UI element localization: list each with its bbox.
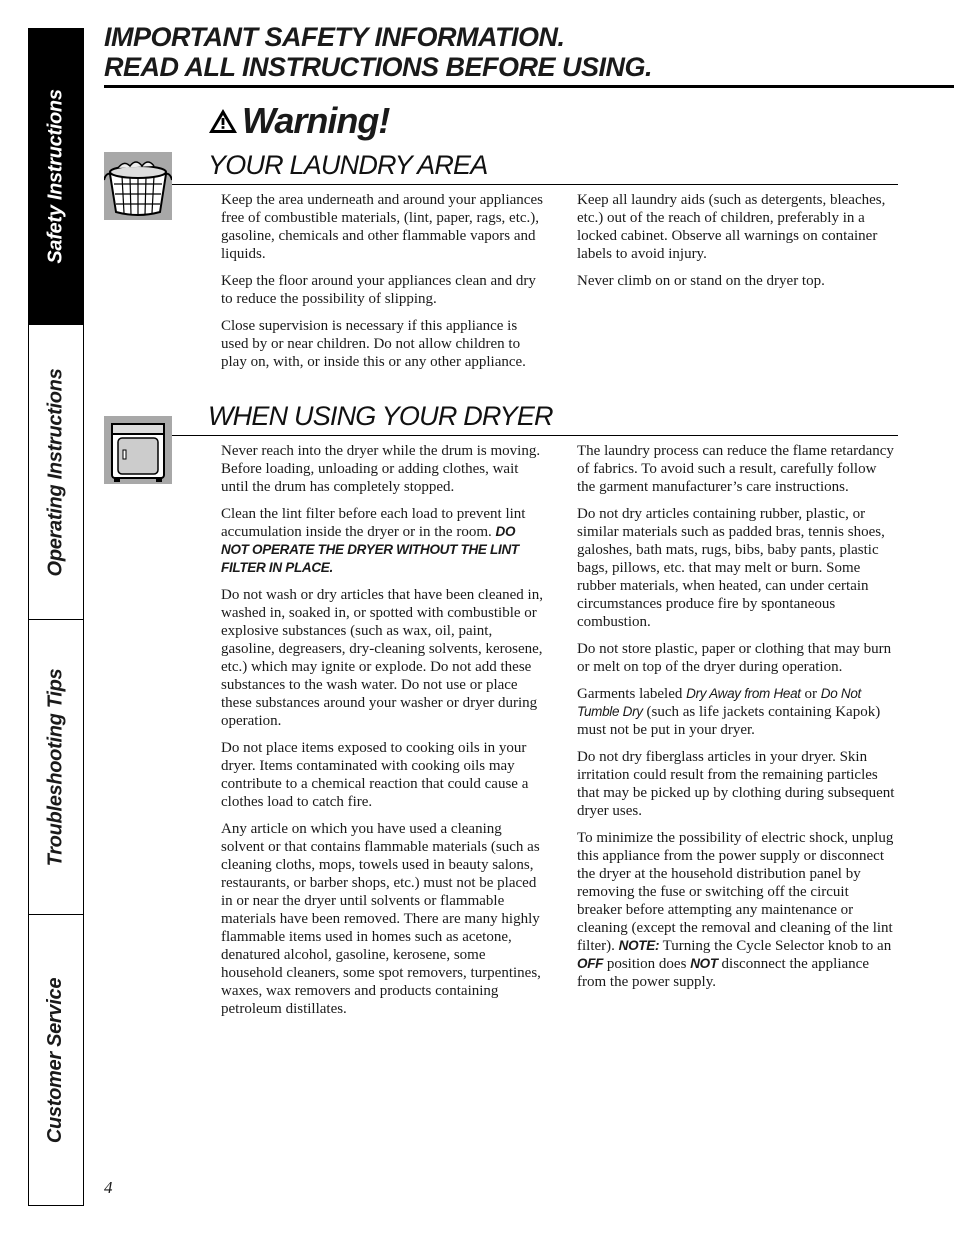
tab-label: Safety Instructions xyxy=(44,89,67,264)
laundry-column-2 xyxy=(577,191,897,299)
header-line-2: READ ALL INSTRUCTIONS BEFORE USING. xyxy=(104,52,653,82)
paragraph xyxy=(577,685,897,739)
section-rule xyxy=(172,184,898,185)
dryer-column-1 xyxy=(221,442,543,1027)
paragraph: Do not store plastic, paper or clothing that may burn or melt on top of the dryer during operation. xyxy=(577,641,892,675)
laundry-column-1 xyxy=(221,191,543,380)
tab-operating-instructions[interactable] xyxy=(29,325,83,620)
off-label: OFF xyxy=(577,956,604,971)
paragraph: Do not dry fiberglass articles in your dryer. Skin irritation could result from the remaining particles that may be picked up by clothing during subsequent dryer uses. xyxy=(577,749,895,819)
warning-triangle-icon xyxy=(208,108,238,134)
dryer-icon xyxy=(104,416,172,484)
paragraph: Keep all laundry aids (such as detergents, bleaches, etc.) out of the reach of children, preferably in a locked cabinet. Observe all warnings on container labels to avoid injury. xyxy=(577,192,886,262)
paragraph-text: position does xyxy=(603,956,691,972)
tab-label: Troubleshooting Tips xyxy=(44,668,67,866)
paragraph: Never climb on or stand on the dryer top. xyxy=(577,273,825,289)
paragraph: Never reach into the dryer while the drum is moving. Before loading, unloading or adding clothes, wait until the drum has completely stopped. xyxy=(221,443,541,495)
paragraph: Keep the floor around your appliances clean and dry to reduce the possibility of slipping. xyxy=(221,273,536,307)
warning-text: Warning! xyxy=(242,100,390,141)
paragraph: Do not wash or dry articles that have been cleaned in, washed in, soaked in, or spotted with combustible or explosive substances (such as wax, oil, paint, gasoline, degreasers, dry-cleaning solvents, kerosene, etc.) which may ignite or explode. Do not add these substances to the wash water. Do not use or place these substances around your washer or dryer during operation. xyxy=(221,587,543,729)
warning-heading xyxy=(208,100,389,142)
paragraph-text: disconnect the appliance from the power supply. xyxy=(577,956,869,990)
lint-filter-warning: DO NOT OPERATE THE DRYER WITHOUT THE LINT FILTER IN PLACE. xyxy=(221,524,519,575)
header-rule xyxy=(104,85,954,88)
tab-label: Customer Service xyxy=(44,977,67,1143)
header-line-1: IMPORTANT SAFETY INFORMATION. xyxy=(104,22,565,52)
paragraph xyxy=(577,829,897,991)
dryer-column-2 xyxy=(577,442,897,1000)
tab-label: Operating Instructions xyxy=(44,368,67,576)
section-title-using-dryer: WHEN USING YOUR DRYER xyxy=(208,401,553,431)
paragraph xyxy=(221,505,543,577)
paragraph-text: Garments labeled xyxy=(577,686,687,702)
paragraph-text: To minimize the possibility of electric shock, unplug this appliance from the power supply or disconnect the dryer at the household distribution panel by removing the fuse or switching off the circuit breaker before attempting any maintenance or cleaning (except the removal and cleaning of the lint filter). xyxy=(577,830,894,954)
section-rule xyxy=(172,435,898,436)
side-tabs xyxy=(28,28,84,1206)
paragraph: Close supervision is necessary if this appliance is used by or near children. Do not allow children to play on, with, or inside this or any other appliance. xyxy=(221,318,526,370)
section-title-laundry-area: YOUR LAUNDRY AREA xyxy=(208,150,488,180)
tab-troubleshooting-tips[interactable] xyxy=(29,620,83,915)
paragraph-text: Turning the Cycle Selector knob to an xyxy=(659,938,892,954)
paragraph: Do not dry articles containing rubber, plastic, or similar materials such as padded bras, tennis shoes, galoshes, bath mats, rugs, bibs, baby pants, plastic bags, pillows, etc. that may melt or burn. Some rubber materials, when heated, can under certain circumstances produce fire by spontaneous combustion. xyxy=(577,506,885,630)
page-header xyxy=(104,22,954,82)
paragraph: Do not place items exposed to cooking oils in your dryer. Items contaminated with cooking oils may contribute to a chemical reaction that could cause a clothes load to catch fire. xyxy=(221,740,529,810)
paragraph: Keep the area underneath and around your appliances free of combustible materials, (lint, paper, rags, etc.), gasoline, chemicals and other flammable vapors and liquids. xyxy=(221,192,543,262)
not-label: NOT xyxy=(690,956,718,971)
label-do-not-tumble-dry: Do Not Tumble Dry xyxy=(577,686,861,719)
tab-safety-instructions[interactable] xyxy=(29,29,83,325)
paragraph: Any article on which you have used a cleaning solvent or that contains flammable materials (such as cleaning cloths, mops, towels used in beauty salons, restaurants, or barber shops, etc.) must not be placed in or near the dryer until solvents or flammable materials have been removed. There are many highly flammable items used in homes such as acetone, denatured alcohol, gasoline, kerosene, some household cleaners, some spot removers, turpentines, waxes, wax removers and products containing petroleum distillates. xyxy=(221,821,541,1017)
paragraph: The laundry process can reduce the flame retardancy of fabrics. To avoid such a result, carefully follow the garment manufacturer’s care instructions. xyxy=(577,443,894,495)
note-label: NOTE: xyxy=(618,938,660,953)
laundry-basket-icon xyxy=(104,152,172,220)
paragraph-text: (such as life jackets containing Kapok) must not be put in your dryer. xyxy=(577,704,881,738)
tab-customer-service[interactable] xyxy=(29,915,83,1205)
paragraph-text: or xyxy=(800,686,821,702)
page-number: 4 xyxy=(104,1178,113,1197)
label-dry-away-from-heat: Dry Away from Heat xyxy=(686,686,801,701)
paragraph-text: Clean the lint filter before each load to prevent lint accumulation inside the dryer or in the room. xyxy=(221,506,526,540)
